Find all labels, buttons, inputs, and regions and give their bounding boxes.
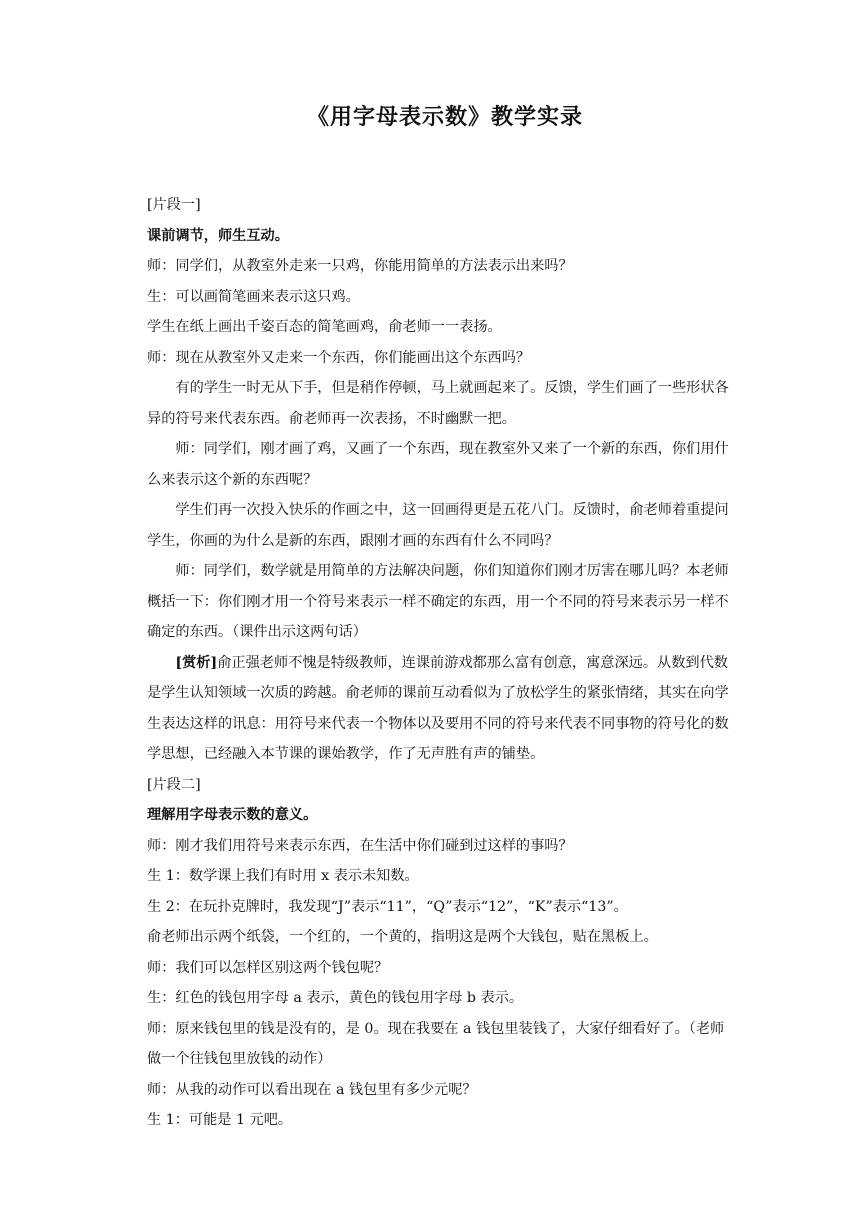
- dialogue-paragraph: 师：同学们，刚才画了鸡，又画了一个东西，现在教室外又来了一个新的东西，你们用什么来表示这个新的东西呢？: [147, 441, 729, 488]
- section-heading: 课前调节，师生互动。: [147, 227, 289, 244]
- dialogue-line: 生：可以画简笔画来表示这只鸡。: [147, 288, 360, 305]
- narration-paragraph: 学生们再一次投入快乐的作画之中，这一回画得更是五花八门。反馈时，俞老师着重提问学生，你画的为什么是新的东西，跟刚才画的东西有什么不同吗？: [147, 502, 729, 549]
- dialogue-line: 生：红色的钱包用字母 a 表示，黄色的钱包用字母 b 表示。: [147, 990, 524, 1006]
- section-heading: 理解用字母表示数的意义。: [147, 807, 318, 823]
- appreciation-paragraph: [147, 648, 737, 770]
- dialogue-line: 生 1：数学课上我们有时用 x 表示未知数。: [147, 868, 419, 884]
- narration-paragraph: 有的学生一时无从下手，但是稍作停顿，马上就画起来了。反馈，学生们画了一些形状各异的符号来代表东西。俞老师再一次表扬，不时幽默一把。: [147, 380, 729, 427]
- section-label: [片段一]: [147, 197, 201, 213]
- section-label: [片段二]: [147, 776, 201, 793]
- dialogue-line: 生 2：在玩扑克牌时，我发现“J”表示“11”，“Q”表示“12”，“K”表示“13”。: [147, 898, 628, 915]
- dialogue-line: 生 1：可能是 1 元吧。: [147, 1112, 293, 1128]
- narration-line: 俞老师出示两个纸袋，一个红的，一个黄的，指明这是两个大钱包，贴在黑板上。: [147, 929, 658, 945]
- dialogue-line: 师：刚才我们用符号来表示东西，在生活中你们碰到过这样的事吗？: [147, 837, 573, 854]
- dialogue-line: 师：我们可以怎样区别这两个钱包呢？: [147, 959, 389, 976]
- document-title: 《用字母表示数》教学实录: [306, 105, 583, 130]
- narration-line: 学生在纸上画出千姿百态的简笔画鸡，俞老师一一表扬。: [147, 319, 502, 335]
- dialogue-line: 师：从我的动作可以看出现在 a 钱包里有多少元呢？: [147, 1081, 477, 1098]
- dialogue-line: 师：同学们，从教室外走来一只鸡，你能用简单的方法表示出来吗？: [147, 258, 573, 274]
- dialogue-paragraph: 师：原来钱包里的钱是没有的，是 0。现在我要在 a 钱包里装钱了，大家仔细看好了。（老师做一个往钱包里放钱的动作）: [147, 1020, 725, 1067]
- document-body: [147, 190, 737, 1136]
- appreciation-tag: [赏析]: [175, 654, 218, 671]
- dialogue-paragraph: 师：同学们，数学就是用简单的方法解决问题，你们知道你们刚才厉害在哪儿吗？本老师概括一下：你们刚才用一个符号来表示一样不确定的东西，用一个不同的符号来表示另一样不确定的东西。（课件出示这两句话）: [147, 563, 729, 640]
- dialogue-line: 师：现在从教室外又走来一个东西，你们能画出这个东西吗？: [147, 349, 531, 366]
- appreciation-text: 俞正强老师不愧是特级教师，连课前游戏都那么富有创意，寓意深远。从数到代数是学生认知领域一次质的跨越。俞老师的课前互动看似为了放松学生的紧张情绪，其实在向学生表达这样的讯息：用符号来代表一个物体以及要用不同的符号来代表不同事物的符号化的数学思想，已经融入本节课的课始教学，作了无声胜有声的铺垫。: [147, 654, 729, 762]
